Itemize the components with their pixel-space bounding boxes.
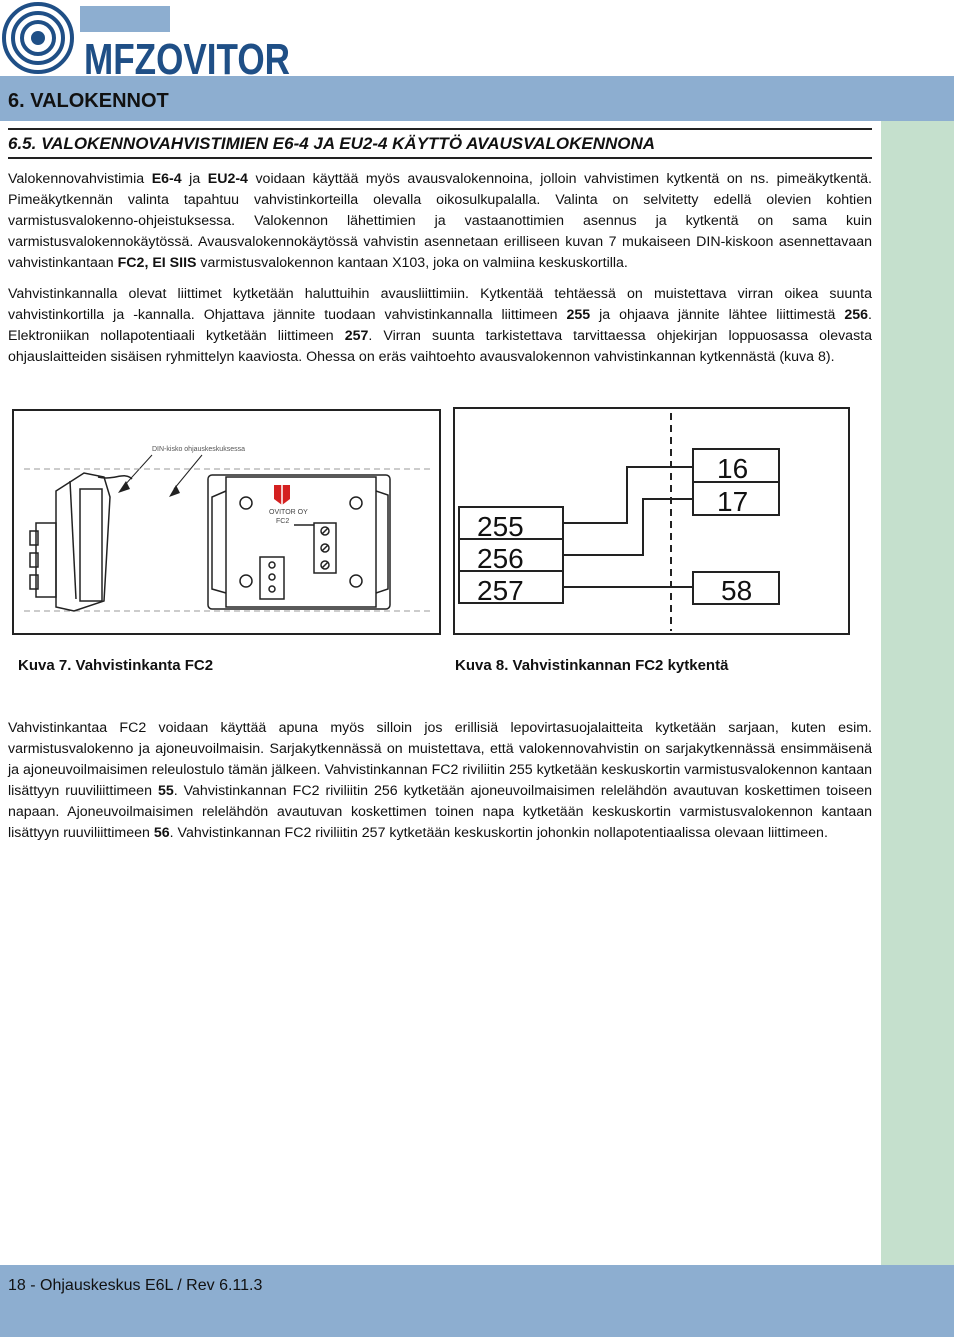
paragraph-3: Vahvistinkantaa FC2 voidaan käyttää apuna myös silloin jos erillisiä lepovirtasuojalaitteita kytketään sarjaan, kuten esim. varmistusvalokenno ja ajoneuvoilmaisin. Sarjakytkennässä on muistettava, että valokennovahvistin on sarjakytkennässä ensimmäisenä ja ajoneuvoilmaisimen releulostulo tämän jälkeen. Vahvistinkannan FC2 riviliitin 255 kytketään keskuskortin varmistusvalokennon kantaan lisättyyn ruuviliittimeen 55. Vahvistinkannan FC2 riviliitin 256 kytketään ajoneuvoilmaisimen relelähdön avautuvan koskettimen toiseen napaan. Ajoneuvoilmaisimen relelähdön avautuvan koskettimen toinen napa kytketään keskuskortin varmistusvalokennon kantaan lisättyyn ruuviliittimeen 56. Vahvistinkannan FC2 riviliitin 257 kytketään keskuskortin johonkin nollapotentiaalissa olevaan liittimeen.	[8, 720, 872, 841]
figure-8-caption: Kuva 8. Vahvistinkannan FC2 kytkentä	[455, 657, 729, 674]
footer-text: 18 - Ohjauskeskus E6L / Rev 6.11.3	[8, 1277, 263, 1294]
fc2-base	[208, 475, 390, 609]
section-title: 6.5. VALOKENNOVAHVISTIMIEN E6-4 JA EU2-4 KÄYTTÖ AVAUSVALOKENNONA	[8, 128, 872, 159]
terminal-label-257: 257	[477, 575, 524, 606]
terminal-label-17: 17	[717, 486, 749, 517]
figure-7-drawing	[14, 411, 439, 633]
terminal-label-256: 256	[477, 543, 524, 574]
figure-8-panel	[453, 407, 850, 635]
logo-text: MFZOVITOR	[84, 35, 290, 84]
terminal-label-255: 255	[477, 511, 524, 542]
figure-7-caption: Kuva 7. Vahvistinkanta FC2	[18, 657, 214, 674]
figure-7-panel	[12, 409, 441, 635]
board-brand-label: OVITOR OY	[269, 509, 308, 516]
footer-band	[0, 1265, 954, 1337]
chapter-title: 6. VALOKENNOT	[8, 90, 169, 112]
brand-logo-icon	[274, 485, 290, 505]
rail-side-profile	[30, 473, 132, 611]
terminal-label-16: 16	[717, 453, 749, 484]
din-rail-label: DIN-kisko ohjauskeskuksessa	[152, 446, 245, 453]
paragraph-1: Valokennovahvistimia E6-4 ja EU2-4 voidaan käyttää myös avausvalokennoina, jolloin vahvistimen kytkentä on ns. pimeäkytkentä. Pimeäkytkennän valinta tapahtuu vahvistinkorteilla olevalla oikosulkupalalla. Valinta on selvitetty edellä olevien kohtien varmistusvalokenno-ohjeistuksessa. Valokennon lähettimien ja vastaanottimien asennus ja kytkentä on sama kuin varmistusvalokennokäytössä. Avausvalokennokäytössä vahvistin asennetaan erilliseen kuvan 7 mukaiseen DIN-kiskoon asennettavaan vahvistinkantaan FC2, EI SIIS varmistusvalokennon kantaan X103, joka on valmiina keskuskortilla.	[8, 171, 872, 271]
figure-8-wiring-diagram	[455, 409, 848, 633]
paragraph-2: Vahvistinkannalla olevat liittimet kytketään haluttuihin avausliittimiin. Kytkentää tehtäessä on muistettava virran oikea suunta vahvistinkortilla ja -kannalla. Ohjattava jännite tuodaan vahvistinkannalla liittimeen 255 ja ohjaava jännite lähtee liittimestä 256. Elektroniikan nollapotentiaali kytketään liittimeen 257. Virran suunta tarkistettava tarvittaessa ohjekirjan loppuosassa olevasta ohjauslaitteiden sisäisen ryhmittelyn kaaviosta. Ohessa on eräs vaihtoehto avausvalokennon vahvistinkannan kytkennästä (kuva 8).	[8, 286, 872, 365]
company-logo	[0, 0, 300, 84]
logo-mark-icon	[0, 0, 72, 80]
terminal-label-58: 58	[721, 575, 753, 606]
board-model-label: FC2	[276, 518, 290, 525]
side-strip	[881, 121, 954, 1265]
